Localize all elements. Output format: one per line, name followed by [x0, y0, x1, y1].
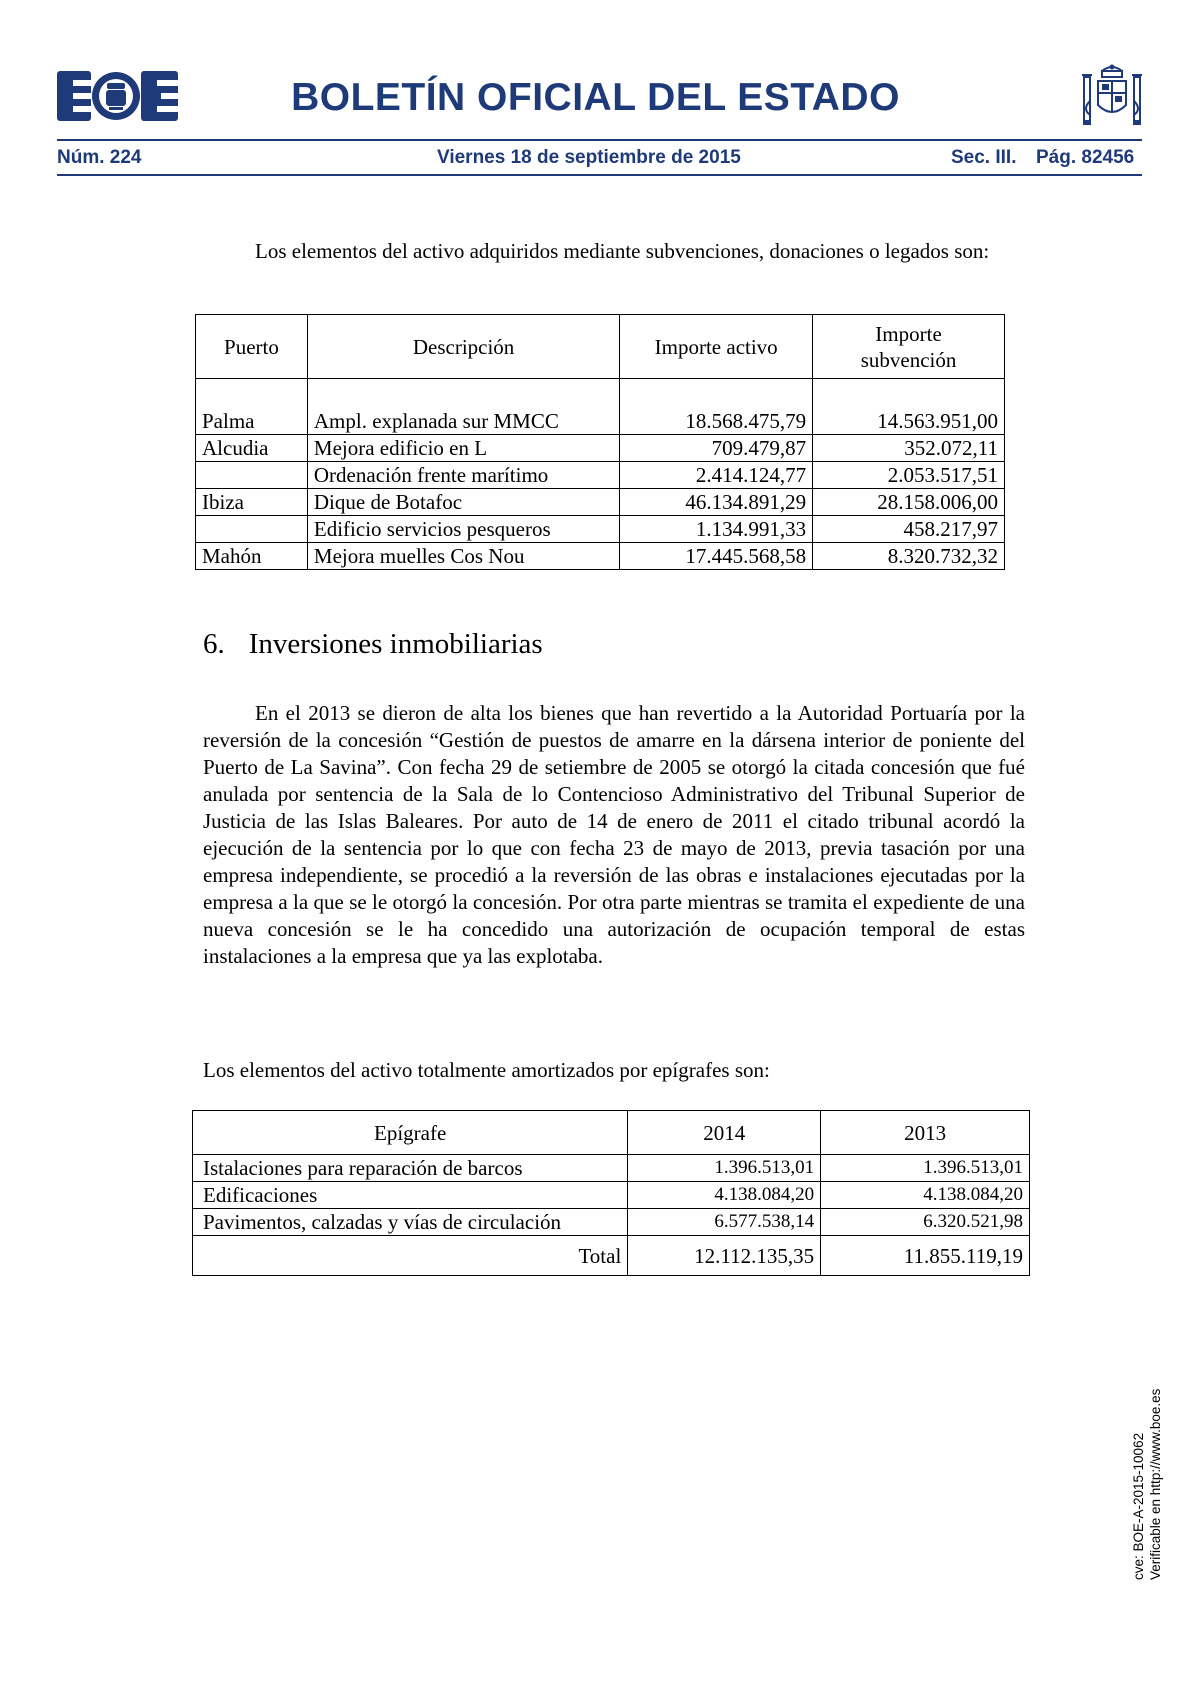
table-row [196, 462, 1005, 489]
section-title: Inversiones inmobiliarias [248, 628, 543, 660]
cell-descripcion: Mejora edificio en L [307, 435, 619, 462]
issue-number: Núm. 224 [57, 147, 142, 168]
table-row [193, 1182, 1030, 1209]
table-row [193, 1209, 1030, 1236]
total-2013: 11.855.119,19 [821, 1236, 1030, 1276]
table-row [196, 543, 1005, 570]
cell-importe-activo: 46.134.891,29 [620, 489, 813, 516]
table-row [193, 1155, 1030, 1182]
page-number: Pág. 82456 [1036, 147, 1135, 168]
cell-descripcion: Dique de Botafoc [307, 489, 619, 516]
cell-2013: 6.320.521,98 [821, 1209, 1030, 1236]
cell-importe-activo: 709.479,87 [620, 435, 813, 462]
cell-epigrafe: Istalaciones para reparación de barcos [193, 1155, 628, 1182]
cell-descripcion: Edificio servicios pesqueros [307, 516, 619, 543]
table-row [196, 489, 1005, 516]
amortized-assets-table [192, 1110, 1030, 1276]
section-paragraph: En el 2013 se dieron de alta los bienes que han revertido a la Autoridad Portuaría por la reversión de la concesión “Gestión de puestos de amarre en la dársena interior de poniente del Puerto de La Savina”. Con fecha 29 de setiembre de 2005 se otorgó la citada concesión que fué anulada por sentencia de la Sala de lo Contencioso Administrativo del Tribunal Superior de Justicia de las Islas Baleares. Por auto de 14 de enero de 2011 el citado tribunal acordó la ejecución de la sentencia por lo que con fecha 23 de mayo de 2013, previa tasación por una empresa independiente, se procedió a la reversión de las obras e instalaciones ejecutadas por la empresa a la que se le otorgó la concesión. Por otra parte mientras se tramita el expediente de una nueva concesión se le ha concedido una autorización de ocupación temporal de estas instalaciones a la empresa que ya las explotaba. [203, 701, 1025, 968]
issue-date: Viernes 18 de septiembre de 2015 [437, 147, 741, 168]
col-header-descripcion: Descripción [307, 315, 619, 379]
cell-2013: 1.396.513,01 [821, 1155, 1030, 1182]
coat-of-arms-icon [1080, 61, 1144, 129]
col-header-2013: 2013 [821, 1111, 1030, 1155]
cell-puerto [196, 462, 308, 489]
col-header-importe-activo: Importe activo [620, 315, 813, 379]
cell-2013: 4.138.084,20 [821, 1182, 1030, 1209]
cell-puerto: Mahón [196, 543, 308, 570]
total-label: Total [193, 1236, 628, 1276]
verification-link[interactable]: Verificable en http://www.boe.es [1148, 1388, 1163, 1580]
cell-importe-activo: 1.134.991,33 [620, 516, 813, 543]
cell-importe-subvencion: 28.158.006,00 [813, 489, 1005, 516]
cell-epigrafe: Edificaciones [193, 1182, 628, 1209]
cell-puerto: Ibiza [196, 489, 308, 516]
page-title: BOLETÍN OFICIAL DEL ESTADO [291, 76, 900, 119]
col-header-epigrafe: Epígrafe [193, 1111, 628, 1155]
header-label: Importe subvención [860, 321, 957, 372]
table-row [196, 379, 1005, 435]
cell-importe-activo: 18.568.475,79 [620, 379, 813, 435]
cell-importe-activo: 2.414.124,77 [620, 462, 813, 489]
cell-descripcion: Mejora muelles Cos Nou [307, 543, 619, 570]
subsidized-assets-table [195, 314, 1005, 570]
section-number: 6. [203, 628, 225, 660]
cell-puerto: Alcudia [196, 435, 308, 462]
cell-2014: 1.396.513,01 [628, 1155, 821, 1182]
table-header-row [193, 1111, 1030, 1155]
header-top-rule [57, 139, 1142, 141]
col-header-importe-subvencion [813, 315, 1005, 379]
cell-importe-subvencion: 8.320.732,32 [813, 543, 1005, 570]
section-label: Sec. III. [951, 147, 1017, 168]
total-row [193, 1236, 1030, 1276]
cell-importe-subvencion: 14.563.951,00 [813, 379, 1005, 435]
total-2014: 12.112.135,35 [628, 1236, 821, 1276]
cell-importe-subvencion: 352.072,11 [813, 435, 1005, 462]
col-header-puerto: Puerto [196, 315, 308, 379]
cell-descripcion: Ordenación frente marítimo [307, 462, 619, 489]
table-row [196, 516, 1005, 543]
cell-importe-subvencion: 458.217,97 [813, 516, 1005, 543]
table-row [196, 435, 1005, 462]
cell-2014: 6.577.538,14 [628, 1209, 821, 1236]
amortized-intro: Los elementos del activo totalmente amortizados por epígrafes son: [203, 1058, 770, 1082]
cell-puerto: Palma [196, 379, 308, 435]
cell-descripcion: Ampl. explanada sur MMCC [307, 379, 619, 435]
cve-code: cve: BOE-A-2015-10062 [1131, 1432, 1146, 1580]
section-heading [203, 628, 543, 661]
verification-sidebar [1130, 1389, 1164, 1580]
cell-puerto [196, 516, 308, 543]
cell-epigrafe: Pavimentos, calzadas y vías de circulación [193, 1209, 628, 1236]
table-header-row [196, 315, 1005, 379]
header-bottom-rule [57, 174, 1142, 176]
cell-importe-subvencion: 2.053.517,51 [813, 462, 1005, 489]
col-header-2014: 2014 [628, 1111, 821, 1155]
cell-2014: 4.138.084,20 [628, 1182, 821, 1209]
intro-paragraph: Los elementos del activo adquiridos mediante subvenciones, donaciones o legados son: [255, 239, 990, 263]
cell-importe-activo: 17.445.568,58 [620, 543, 813, 570]
